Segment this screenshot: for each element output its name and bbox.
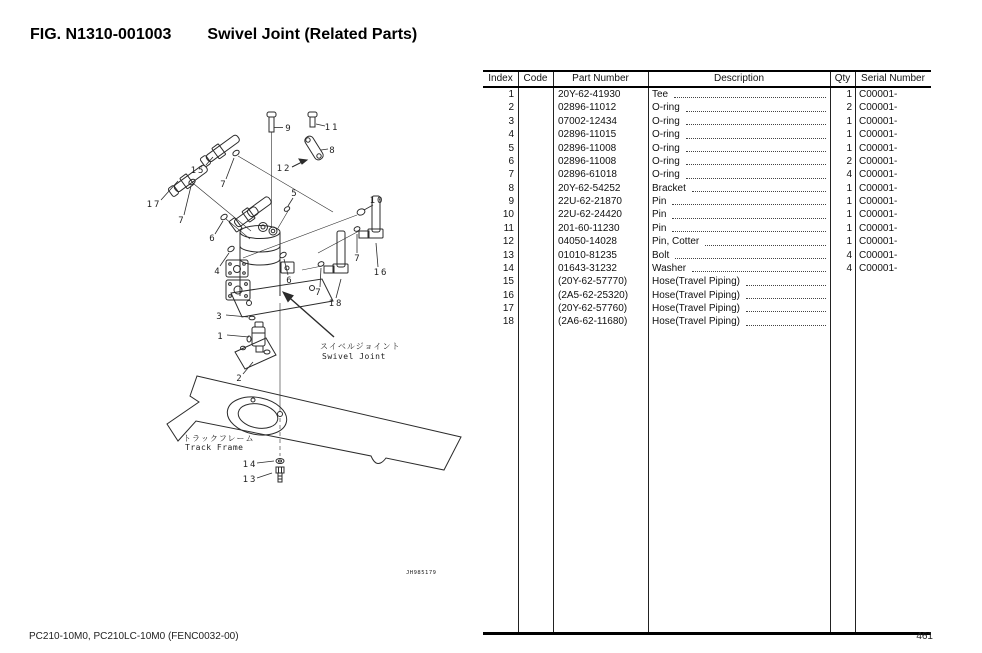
dot-leader xyxy=(686,168,826,178)
cell-code xyxy=(518,101,553,114)
callout-label: 18 xyxy=(328,299,344,309)
table-row xyxy=(483,168,931,181)
cell-description xyxy=(648,275,830,288)
callout-label: 7 xyxy=(178,216,186,226)
cell-description xyxy=(648,182,830,195)
footer-model-info: PC210-10M0, PC210LC-10M0 (FENC0032-00) xyxy=(29,631,239,642)
cell-code xyxy=(518,155,553,168)
cell-qty: 2 xyxy=(846,102,852,114)
description-text: O-ring xyxy=(652,129,680,141)
cell-part-number: (20Y-62-57760) xyxy=(558,303,628,314)
cell-description xyxy=(648,142,830,155)
cell-qty: 1 xyxy=(846,182,852,194)
callout-label: 7 xyxy=(354,254,362,264)
callout-label: 4 xyxy=(214,267,222,277)
cell-qty: 4 xyxy=(846,169,852,181)
table-column-divider xyxy=(855,72,856,632)
cell-serial-number xyxy=(855,289,931,302)
valve-assembly xyxy=(235,322,276,369)
table-row xyxy=(483,289,931,302)
callout-label: 14 xyxy=(242,460,258,470)
cell-serial-number: C00001- xyxy=(859,209,898,221)
callout-label: 12 xyxy=(276,164,292,174)
callout-label: 1 xyxy=(217,332,225,342)
cell-description xyxy=(648,249,830,262)
cell-serial-number: C00001- xyxy=(859,102,898,114)
swivel-joint-label-jp: スイベルジョイント xyxy=(320,342,401,351)
cell-code xyxy=(518,182,553,195)
cell-part-number: 01643-31232 xyxy=(558,262,617,274)
description-text: Hose(Travel Piping) xyxy=(652,316,740,328)
table-row xyxy=(483,275,931,288)
cell-part-number: 20Y-62-41930 xyxy=(558,89,621,100)
header-description: Description xyxy=(713,73,765,84)
cell-serial-number: C00001- xyxy=(859,262,898,274)
table-row xyxy=(483,208,931,221)
cell-qty: 1 xyxy=(846,129,852,141)
dot-leader xyxy=(686,128,826,138)
callout-label: 16 xyxy=(373,268,389,278)
callout-label: 11 xyxy=(324,123,340,133)
table-column-divider xyxy=(518,72,519,632)
callout-label: 17 xyxy=(146,200,162,210)
cell-part-number: 02896-11012 xyxy=(558,102,617,114)
cell-index: 4 xyxy=(508,129,514,141)
callout-label: 3 xyxy=(216,312,224,322)
callout-leaders xyxy=(161,124,378,478)
dot-leader xyxy=(672,222,826,232)
cell-qty: 4 xyxy=(846,249,852,261)
description-text: Tee xyxy=(652,89,669,100)
cell-code xyxy=(518,249,553,262)
dot-leader xyxy=(746,275,826,285)
cell-part-number: 02896-11008 xyxy=(558,142,617,154)
cell-serial-number xyxy=(855,302,931,315)
cell-part-number: 22U-62-24420 xyxy=(558,209,622,221)
cell-description xyxy=(648,195,830,208)
table-row xyxy=(483,302,931,315)
swivel-joint-body xyxy=(226,194,333,317)
pin-9 xyxy=(267,112,276,132)
cell-serial-number: C00001- xyxy=(859,155,898,167)
cell-part-number: 02896-11008 xyxy=(558,155,617,167)
cell-description xyxy=(648,208,830,221)
description-text: Bolt xyxy=(652,249,670,261)
header-index: Index xyxy=(488,73,513,84)
cell-index: 2 xyxy=(508,102,514,114)
swivel-joint-arrow xyxy=(283,292,334,337)
table-row xyxy=(483,182,931,195)
cell-code xyxy=(518,289,553,302)
cell-description xyxy=(648,289,830,302)
table-column-divider xyxy=(648,72,649,632)
footer-page-number: 461 xyxy=(916,631,933,642)
description-text: Pin xyxy=(652,196,667,207)
dot-leader xyxy=(746,289,826,299)
bracket-8 xyxy=(292,135,325,167)
table-row xyxy=(483,195,931,208)
description-text: Hose(Travel Piping) xyxy=(652,303,740,314)
figure-name: Swivel Joint (Related Parts) xyxy=(207,26,418,43)
cell-qty: 1 xyxy=(846,222,852,234)
dot-leader xyxy=(675,249,826,259)
table-header-row xyxy=(483,72,931,88)
dot-leader xyxy=(686,101,826,111)
cell-part-number: 201-60-11230 xyxy=(558,222,620,234)
cell-part-number: 02896-61018 xyxy=(558,169,617,181)
cell-qty: 1 xyxy=(846,115,852,127)
cell-qty xyxy=(830,289,855,302)
washer-14 xyxy=(276,459,284,464)
callout-label: 6 xyxy=(286,276,294,286)
cell-description xyxy=(648,88,830,101)
cell-serial-number xyxy=(855,315,931,328)
hose-18 xyxy=(324,231,348,273)
header-part-number: Part Number xyxy=(572,73,629,84)
cell-qty: 1 xyxy=(846,142,852,154)
cell-index: 8 xyxy=(508,182,514,194)
cell-index: 14 xyxy=(502,262,514,274)
table-row xyxy=(483,128,931,141)
description-text: O-ring xyxy=(652,155,680,167)
cell-serial-number: C00001- xyxy=(859,142,898,154)
drawing-number: JH985179 xyxy=(406,570,437,576)
cell-serial-number: C00001- xyxy=(859,222,898,234)
table-row xyxy=(483,249,931,262)
cell-code xyxy=(518,142,553,155)
table-row xyxy=(483,101,931,114)
cell-description xyxy=(648,222,830,235)
table-column-divider xyxy=(553,72,554,632)
callout-label: 7 xyxy=(220,180,228,190)
cell-code xyxy=(518,168,553,181)
cell-code xyxy=(518,208,553,221)
cell-part-number: 04050-14028 xyxy=(558,236,617,248)
cell-index: 9 xyxy=(508,196,514,207)
cell-description xyxy=(648,128,830,141)
cell-qty: 1 xyxy=(846,209,852,221)
cell-serial-number: C00001- xyxy=(859,169,898,181)
cell-index: 17 xyxy=(502,303,514,314)
header-code: Code xyxy=(523,73,548,84)
dot-leader xyxy=(686,142,826,152)
dot-leader xyxy=(692,182,826,192)
callout-label: 15 xyxy=(190,166,206,176)
table-row xyxy=(483,222,931,235)
cell-qty xyxy=(830,302,855,315)
cell-code xyxy=(518,302,553,315)
dot-leader xyxy=(672,208,826,218)
parts-diagram xyxy=(0,60,482,620)
description-text: Hose(Travel Piping) xyxy=(652,289,740,301)
cell-code xyxy=(518,195,553,208)
cell-part-number: (20Y-62-57770) xyxy=(558,276,628,288)
cell-serial-number: C00001- xyxy=(859,115,898,127)
cell-serial-number: C00001- xyxy=(859,236,898,248)
callout-label: 9 xyxy=(285,124,293,134)
description-text: Bracket xyxy=(652,182,686,194)
cell-description xyxy=(648,302,830,315)
callout-label: 5 xyxy=(291,189,299,199)
cell-index: 15 xyxy=(502,276,514,288)
cell-qty: 1 xyxy=(846,196,852,207)
cell-part-number: 02896-11015 xyxy=(558,129,617,141)
cell-index: 5 xyxy=(508,142,514,154)
description-text: Washer xyxy=(652,262,687,274)
table-row xyxy=(483,262,931,275)
cell-part-number: (2A6-62-11680) xyxy=(558,316,628,328)
cell-code xyxy=(518,115,553,128)
callout-label: 7 xyxy=(315,288,323,298)
dot-leader xyxy=(686,155,826,165)
cell-serial-number: C00001- xyxy=(859,249,898,261)
callout-label: 13 xyxy=(242,475,258,485)
cell-description xyxy=(648,101,830,114)
cell-index: 1 xyxy=(508,89,514,100)
callout-label: 2 xyxy=(236,374,244,384)
cell-code xyxy=(518,128,553,141)
dot-leader xyxy=(672,195,826,205)
dot-leader xyxy=(746,302,826,312)
description-text: O-ring xyxy=(652,169,680,181)
cell-qty xyxy=(830,315,855,328)
cell-index: 16 xyxy=(502,289,514,301)
cell-description xyxy=(648,262,830,275)
cell-part-number: 01010-81235 xyxy=(558,249,617,261)
cell-index: 10 xyxy=(502,209,514,221)
swivel-joint-label-en: Swivel Joint xyxy=(322,352,386,361)
description-text: Pin, Cotter xyxy=(652,236,700,248)
cell-code xyxy=(518,275,553,288)
cell-index: 6 xyxy=(508,155,514,167)
parts-table xyxy=(483,70,931,635)
table-row xyxy=(483,235,931,248)
header-serial-number: Serial Number xyxy=(861,73,925,84)
bolt-13 xyxy=(276,467,284,482)
dot-leader xyxy=(692,262,826,272)
cell-serial-number: C00001- xyxy=(859,182,898,194)
description-text: Pin xyxy=(652,222,667,234)
cell-part-number: (2A5-62-25320) xyxy=(558,289,629,301)
track-frame-label-jp: トラックフレーム xyxy=(183,434,255,443)
cell-part-number: 22U-62-21870 xyxy=(558,196,622,207)
cell-description xyxy=(648,115,830,128)
cell-serial-number xyxy=(855,275,931,288)
cell-code xyxy=(518,88,553,101)
table-column-divider xyxy=(830,72,831,632)
description-text: Pin xyxy=(652,209,667,221)
table-row xyxy=(483,88,931,101)
cell-qty: 2 xyxy=(846,155,852,167)
callout-label: 6 xyxy=(209,234,217,244)
table-row xyxy=(483,142,931,155)
cell-part-number: 20Y-62-54252 xyxy=(558,182,621,194)
cell-serial-number: C00001- xyxy=(859,196,898,207)
cell-qty xyxy=(830,275,855,288)
track-frame xyxy=(167,376,461,470)
callout-label: 8 xyxy=(329,146,337,156)
cell-index: 13 xyxy=(502,249,514,261)
callout-label: 10 xyxy=(369,196,385,206)
dot-leader xyxy=(674,88,826,98)
cell-index: 7 xyxy=(508,169,514,181)
cell-qty: 1 xyxy=(846,89,852,100)
cell-code xyxy=(518,235,553,248)
cell-description xyxy=(648,155,830,168)
table-row xyxy=(483,155,931,168)
description-text: O-ring xyxy=(652,115,680,127)
pin-11 xyxy=(308,112,317,127)
dot-leader xyxy=(705,235,826,245)
track-frame-label-en: Track Frame xyxy=(185,443,244,452)
cell-qty: 4 xyxy=(846,262,852,274)
table-row xyxy=(483,315,931,328)
cell-description xyxy=(648,168,830,181)
cell-code xyxy=(518,315,553,328)
cell-index: 3 xyxy=(508,115,514,127)
dot-leader xyxy=(746,315,826,325)
page-title xyxy=(30,26,417,44)
dot-leader xyxy=(686,115,826,125)
table-row xyxy=(483,115,931,128)
header-qty: Qty xyxy=(834,73,851,84)
cell-index: 12 xyxy=(502,236,514,248)
cell-description xyxy=(648,315,830,328)
cell-index: 18 xyxy=(502,316,514,328)
cell-code xyxy=(518,222,553,235)
figure-number: FIG. N1310-001003 xyxy=(30,26,172,43)
cell-part-number: 07002-12434 xyxy=(558,115,617,127)
cell-qty: 1 xyxy=(846,236,852,248)
cell-description xyxy=(648,235,830,248)
description-text: Hose(Travel Piping) xyxy=(652,276,740,288)
cell-serial-number: C00001- xyxy=(859,89,898,100)
cell-serial-number: C00001- xyxy=(859,129,898,141)
cell-index: 11 xyxy=(503,222,514,234)
parts-table-body xyxy=(483,88,931,329)
description-text: O-ring xyxy=(652,142,680,154)
description-text: O-ring xyxy=(652,102,680,114)
cell-code xyxy=(518,262,553,275)
